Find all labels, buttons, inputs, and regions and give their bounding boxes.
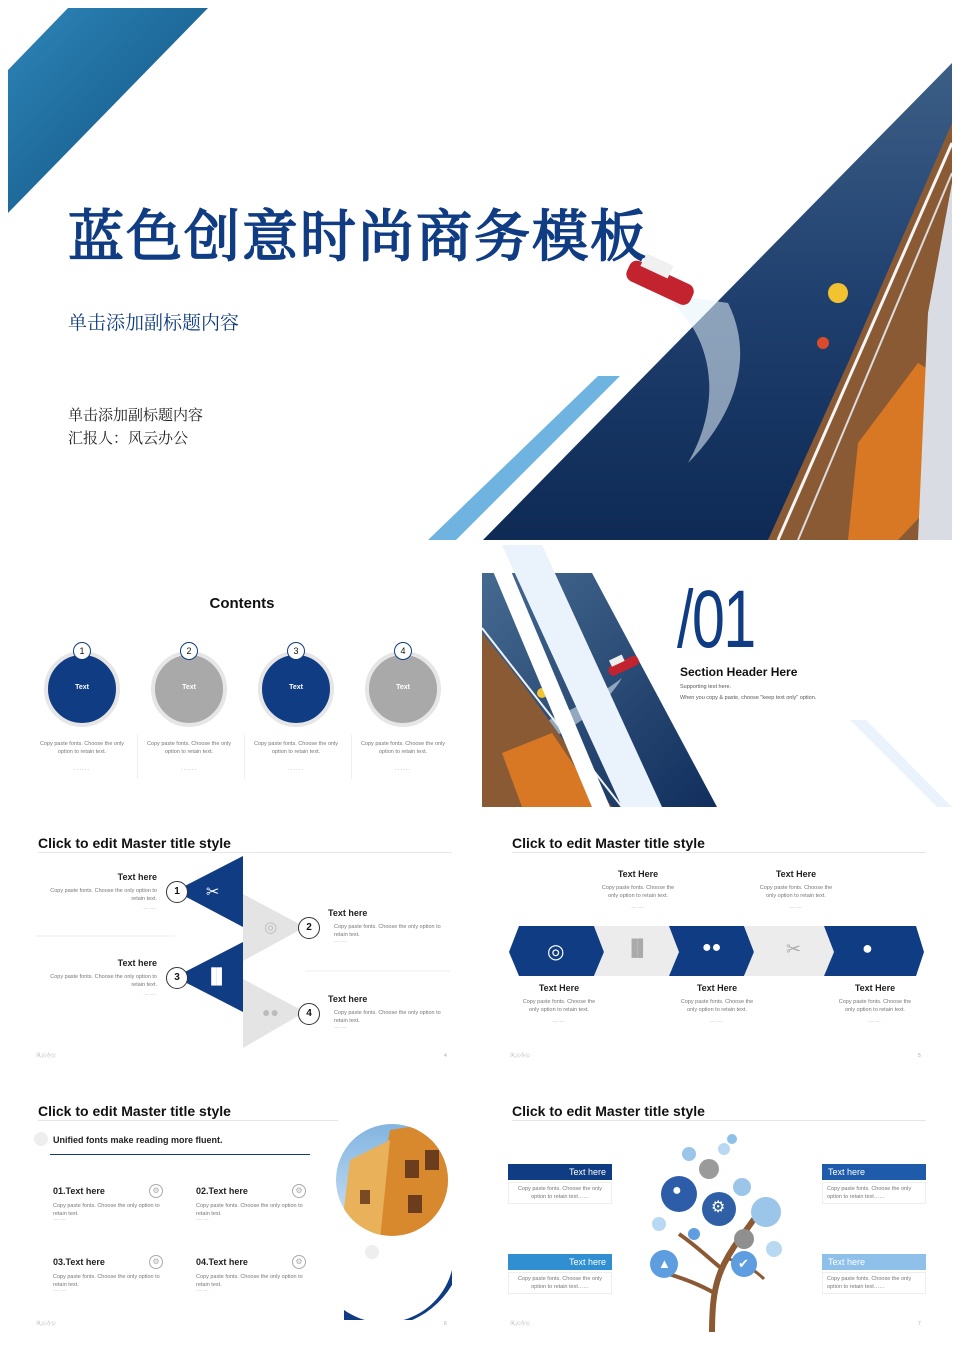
tree-label-desc: Copy paste fonts. Choose the only option to retain text…… [822,1182,926,1204]
slide4-footer-right: 4 [444,1053,447,1059]
user-icon: ● [672,1182,682,1199]
chart-icon: ▐▌ [626,940,649,957]
step-number-badge: 3 [166,967,188,989]
slide-7 [504,1094,926,1332]
grid-item-desc: Copy paste fonts. Choose the only option to retain text. [53,1274,160,1288]
section-support2: When you copy & paste, choose "keep text only" option. [680,695,817,701]
contents-circle-label: Text [289,684,303,691]
slide4-title: Click to edit Master title style [38,835,231,851]
cover-ocean-corner [8,8,218,218]
contents-heading: Contents [209,595,275,612]
contents-number-badge: 3 [287,642,305,660]
grid-item-desc: Copy paste fonts. Choose the only option to retain text. [196,1274,303,1288]
grid-item-dots: …… [196,1216,210,1222]
bottom-item-heading: Text Here [854,983,896,993]
grid-item-heading: 02.Text here [196,1186,248,1196]
step-desc: Copy paste fonts. Choose the only option to retain text. [334,1010,441,1024]
tree-label-bar: Text here [822,1254,926,1270]
slide5-footer-right: 5 [918,1053,921,1059]
section-header: Section Header Here [680,665,798,679]
step-heading: Text here [328,908,368,918]
slide7-title-rule [512,1120,926,1121]
top-item-heading: Text Here [775,869,817,879]
grid-item-dots: …… [196,1287,210,1293]
slide4-footer-left: 风云办公 [36,1053,57,1059]
gear-icon: ⚙ [711,1199,726,1216]
slide6-building-photo [330,1120,452,1320]
top-item-desc: Copy paste fonts. Choose the only option to retain text. [759,885,833,899]
step-dots: …… [143,905,157,911]
step-dots: …… [334,1024,348,1030]
slide6-title-rule [38,1120,338,1121]
gear-icon: ⚙ [149,1255,163,1269]
step-number-badge: 1 [166,881,188,903]
contents-item-dots: ...... [73,766,90,772]
contents-number-badge: 2 [180,642,198,660]
contents-item-dots: ...... [180,766,197,772]
step-dots: …… [143,991,157,997]
bottom-item-desc: Copy paste fonts. Choose the only option to retain text. [680,999,754,1013]
section-slide [482,545,952,807]
slide6-tagline-rule [50,1154,310,1155]
section-number: /01 [677,574,755,665]
contents-item-desc: Copy paste fonts. Choose the only option to retain text. [39,741,125,755]
slide-5 [504,826,926,1064]
people-icon: ●● [702,939,722,956]
slide7-footer-right: 7 [918,1321,921,1327]
bottom-item-heading: Text Here [696,983,738,993]
tree-label-bar: Text here [508,1254,612,1270]
contents-circle-label: Text [75,684,89,691]
tree-label-desc: Copy paste fonts. Choose the only option to retain text…… [508,1272,612,1294]
grid-item-heading: 04.Text here [196,1257,248,1267]
thumbs-up-icon: ✔ [738,1256,749,1271]
cover-info-line1: 单击添加副标题内容 [68,406,204,424]
step-number-badge: 2 [298,917,320,939]
contents-number-badge: 4 [394,642,412,660]
tools-icon: ✂ [786,939,802,959]
target-icon: ◎ [547,941,565,963]
people-icon: ●● [262,1004,279,1020]
step-number-badge: 4 [298,1003,320,1025]
contents-item-dots: ...... [287,766,304,772]
gear-icon: ⚙ [149,1184,163,1198]
step-heading: Text here [117,872,157,882]
contents-item-desc: Copy paste fonts. Choose the only option to retain text. [253,741,339,755]
bottom-item-dots: …… [868,1018,882,1024]
bottom-item-desc: Copy paste fonts. Choose the only option to retain text. [522,999,596,1013]
cover-info-line2: 汇报人：风云办公 [68,429,189,447]
step-heading: Text here [117,958,157,968]
slide5-title: Click to edit Master title style [512,835,705,851]
slide6-footer-left: 风云办公 [36,1321,57,1327]
gear-icon: ⚙ [292,1255,306,1269]
chart-icon: ▐▌ [206,968,228,985]
tree-label-desc: Copy paste fonts. Choose the only option to retain text…… [822,1272,926,1294]
slide-4 [30,826,452,1064]
tools-icon: ✂ [206,884,220,901]
step-desc: Copy paste fonts. Choose the only option to retain text. [50,974,157,988]
tree-label-bar: Text here [822,1164,926,1180]
grid-item-dots: …… [53,1287,67,1293]
contents-divider [351,735,352,779]
slide6-bullet-dot [34,1132,48,1146]
cover-blue-stripe [428,376,628,540]
cover-slide [8,8,952,540]
grid-item-dots: …… [53,1216,67,1222]
slide7-footer-left: 风云办公 [510,1321,531,1327]
grid-item-heading: 03.Text here [53,1257,105,1267]
top-item-heading: Text Here [617,869,659,879]
contents-item-desc: Copy paste fonts. Choose the only option to retain text. [360,741,446,755]
slide6-title: Click to edit Master title style [38,1103,231,1119]
slide-6 [30,1094,452,1332]
slide6-footer-right: 6 [444,1321,447,1327]
cover-title: 蓝色创意时尚商务模板 [68,205,648,270]
target-icon: ◎ [264,919,278,936]
gear-icon: ⚙ [292,1184,306,1198]
bottom-item-heading: Text Here [538,983,580,993]
step-heading: Text here [328,994,368,1004]
chat-icon: ● [862,938,873,958]
contents-circle-label: Text [396,684,410,691]
grid-item-heading: 01.Text here [53,1186,105,1196]
contents-item-dots: ...... [394,766,411,772]
contents-slide [8,545,476,807]
slide5-title-rule [512,852,926,853]
contents-divider [137,735,138,779]
bottom-item-dots: …… [552,1018,566,1024]
rocket-icon: ▲ [658,1256,671,1271]
slide6-tagline: Unified fonts make reading more fluent. [53,1135,223,1145]
top-item-dots: …… [631,904,645,910]
section-support1: Supporting text here. [680,684,732,690]
contents-circle-label: Text [182,684,196,691]
slide7-tree-graphic [634,1134,794,1332]
contents-divider [244,735,245,779]
step-dots: …… [334,938,348,944]
step-desc: Copy paste fonts. Choose the only option to retain text. [334,924,441,938]
bottom-item-dots: …… [710,1018,724,1024]
tree-label-bar: Text here [508,1164,612,1180]
tree-label-desc: Copy paste fonts. Choose the only option to retain text…… [508,1182,612,1204]
contents-number-badge: 1 [73,642,91,660]
grid-item-desc: Copy paste fonts. Choose the only option to retain text. [196,1203,303,1217]
contents-item-desc: Copy paste fonts. Choose the only option to retain text. [146,741,232,755]
cover-subtitle: 单击添加副标题内容 [68,312,240,334]
slide5-footer-left: 风云办公 [510,1053,531,1059]
step-desc: Copy paste fonts. Choose the only option to retain text. [50,888,157,902]
top-item-dots: …… [789,904,803,910]
slide7-title: Click to edit Master title style [512,1103,705,1119]
top-item-desc: Copy paste fonts. Choose the only option to retain text. [601,885,675,899]
bottom-item-desc: Copy paste fonts. Choose the only option to retain text. [838,999,912,1013]
grid-item-desc: Copy paste fonts. Choose the only option to retain text. [53,1203,160,1217]
